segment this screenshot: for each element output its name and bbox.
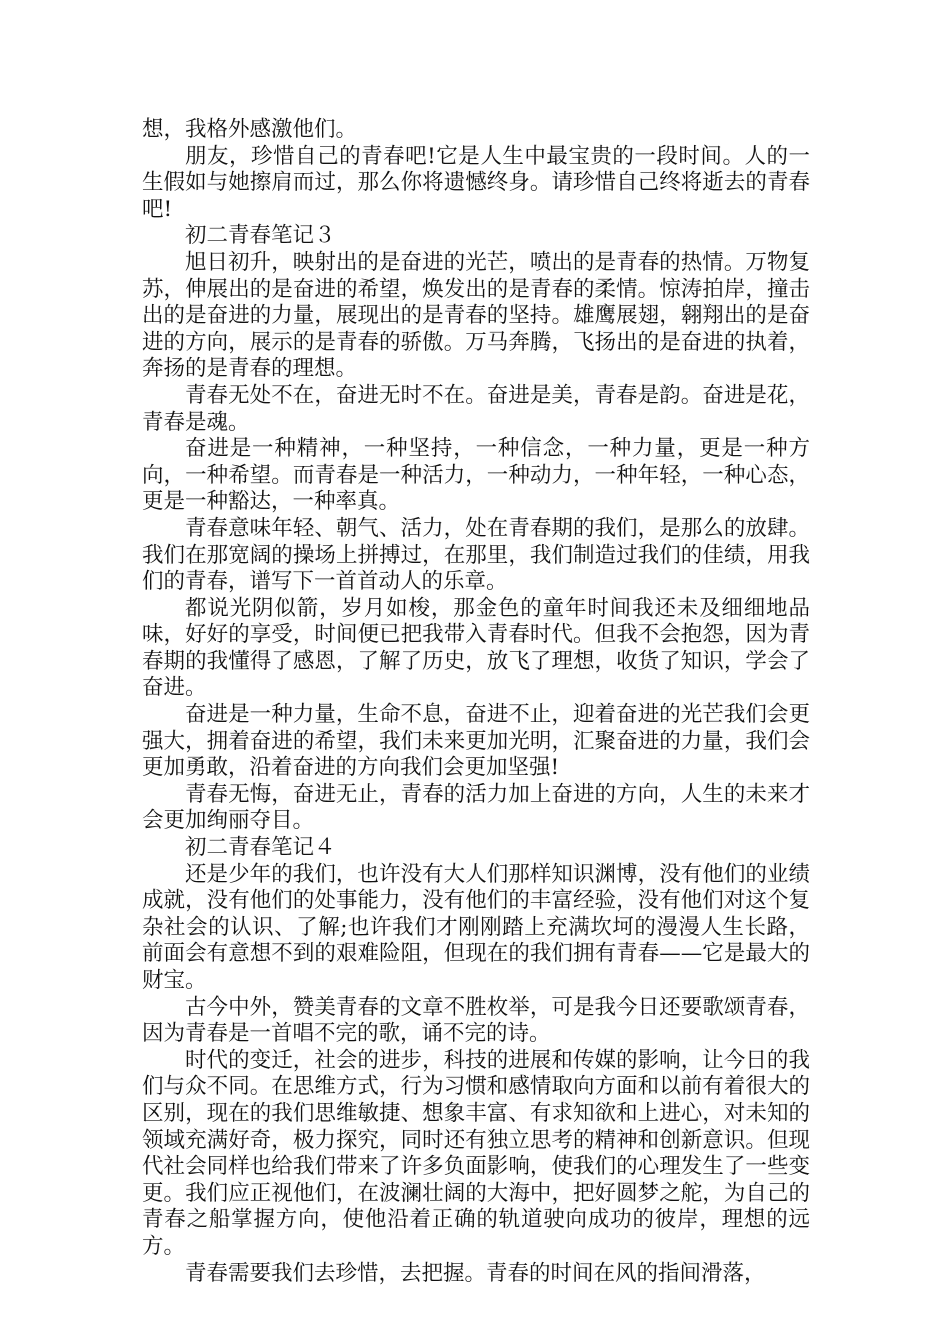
paragraph: 朋友，珍惜自己的青春吧!它是人生中最宝贵的一段时间。人的一生假如与她擦肩而过，那么你将遗憾终身。请珍惜自己终将逝去的青春吧! [142,143,810,222]
paragraph: 都说光阴似箭，岁月如梭，那金色的童年时间我还未及细细地品味，好好的享受，时间便已把我带入青春时代。但我不会抱怨，因为青春期的我懂得了感恩，了解了历史，放飞了理想，收货了知识，学会了奋进。 [142,595,810,701]
paragraph: 旭日初升，映射出的是奋进的光芒，喷出的是青春的热情。万物复苏，伸展出的是奋进的希望，焕发出的是青春的柔情。惊涛拍岸，撞击出的是奋进的力量，展现出的是青春的坚持。雄鹰展翅，翱翔出的是奋进的方向，展示的是青春的骄傲。万马奔腾，飞扬出的是奋进的执着，奔扬的是青春的理想。 [142,249,810,382]
paragraph: 青春无处不在，奋进无时不在。奋进是美，青春是韵。奋进是花，青春是魂。 [142,382,810,435]
paragraph: 青春需要我们去珍惜，去把握。青春的时间在风的指间滑落， [185,1260,766,1286]
paragraph: 青春无悔，奋进无止，青春的活力加上奋进的方向，人生的未来才会更加绚丽夺目。 [142,781,810,834]
paragraph: 青春意味年轻、朝气、活力，处在青春期的我们，是那么的放肆。我们在那宽阔的操场上拼搏过，在那里，我们制造过我们的佳绩，用我们的青春，谱写下一首首动人的乐章。 [142,515,810,595]
paragraph: 还是少年的我们，也许没有大人们那样知识渊博，没有他们的业绩成就，没有他们的处事能力，没有他们的丰富经验，没有他们对这个复杂社会的认识、了解;也许我们才刚刚踏上充满坎坷的漫漫人生长路，前面会有意想不到的艰难险阻，但现在的我们拥有青春——它是最大的财宝。 [142,861,810,993]
section-heading: 初二青春笔记３ [185,223,336,249]
document-body [142,117,810,1287]
paragraph: 奋进是一种力量，生命不息，奋进不止，迎着奋进的光芒我们会更强大，拥着奋进的希望，我们未来更加光明，汇聚奋进的力量，我们会更加勇敢，沿着奋进的方向我们会更加坚强! [142,702,810,781]
section-heading: 初二青春笔记４ [185,835,336,861]
paragraph: 古今中外，赞美青春的文章不胜枚举，可是我今日还要歌颂青春，因为青春是一首唱不完的歌，诵不完的诗。 [142,994,810,1047]
paragraph: 奋进是一种精神，一种坚持，一种信念，一种力量，更是一种方向，一种希望。而青春是一种活力，一种动力，一种年轻，一种心态，更是一种豁达，一种率真。 [142,436,810,515]
paragraph: 时代的变迁，社会的进步，科技的进展和传媒的影响，让今日的我们与众不同。在思维方式，行为习惯和感情取向方面和以前有着很大的区别，现在的我们思维敏捷、想象丰富、有求知欲和上进心，对未知的领域充满好奇，极力探究，同时还有独立思考的精神和创新意识。但现代社会同样也给我们带来了许多负面影响，使我们的心理发生了一些变更。我们应正视他们，在波澜壮阔的大海中，把好圆梦之舵，为自己的青春之船掌握方向，使他沿着正确的轨道驶向成功的彼岸，理想的远方。 [142,1047,810,1259]
paragraph-continuation: 想，我格外感激他们。 [142,117,358,142]
